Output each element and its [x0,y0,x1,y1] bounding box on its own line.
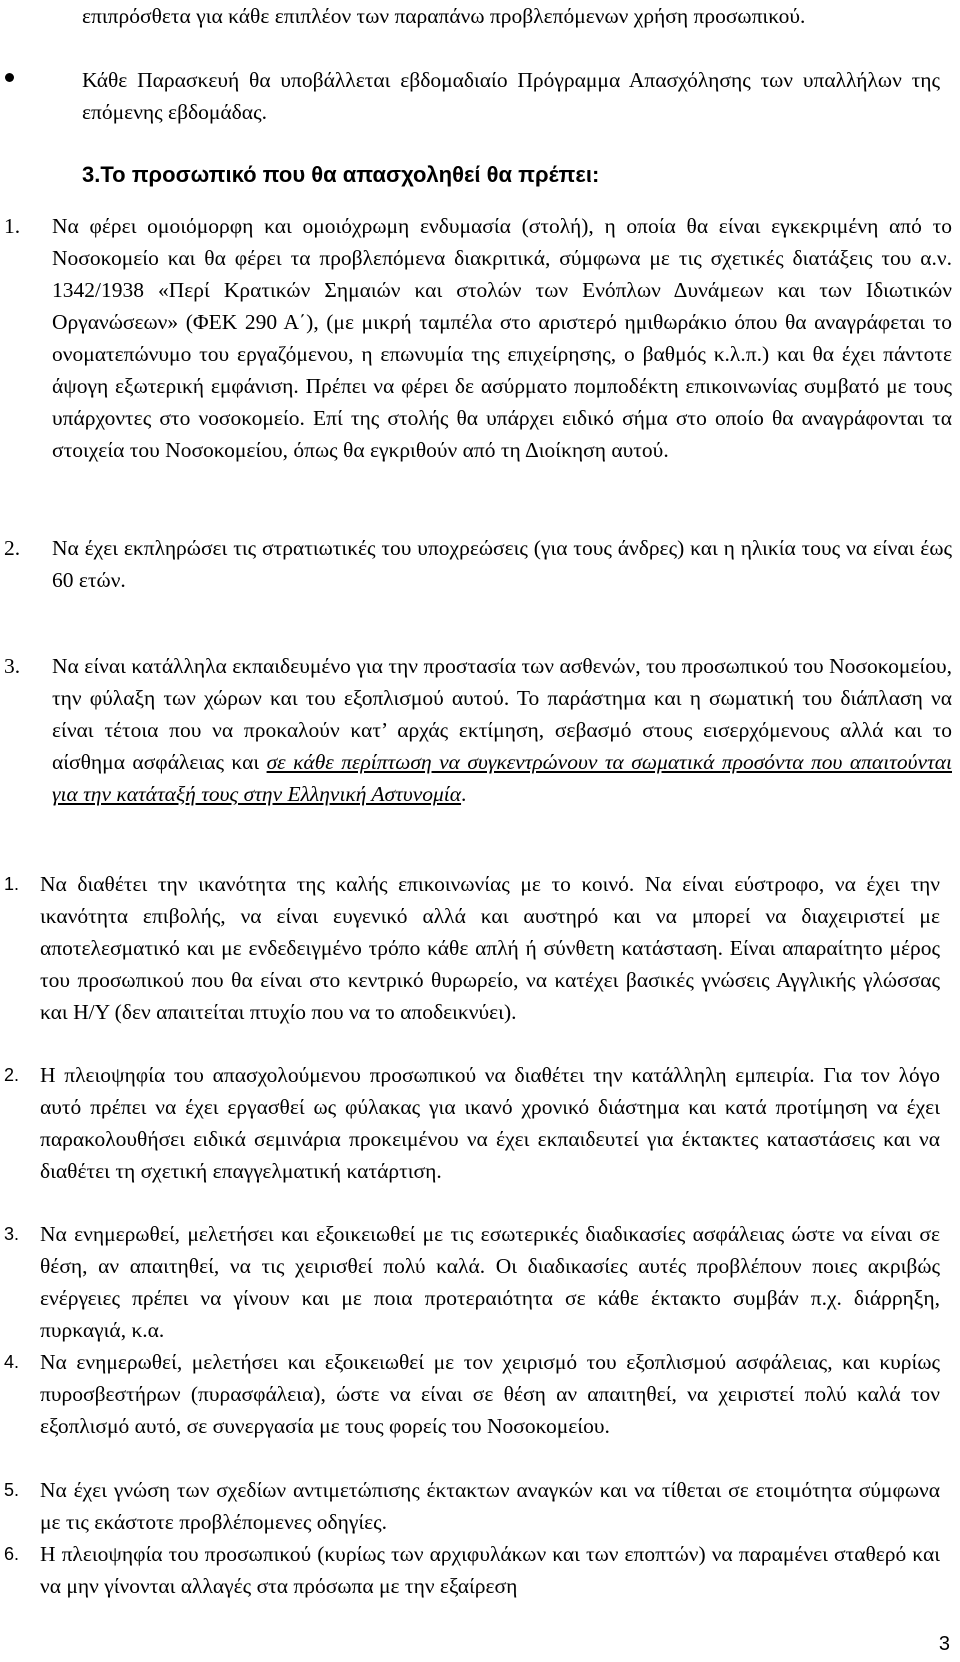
training-text: Να είναι κατάλληλα εκπαιδευμένο για την προστασία των ασθενών, του προσωπικού του Νοσοκομείου, την φύλαξη των χώρων και του εξοπλισμού αυτού. Το παράστημα και η σωματική του διάπλαση να είναι τέτοια που να προκαλούν κατ’ αρχάς εκτίμηση, σεβασμό στους εισερχόμενους αλλά και το αίσθημα ασφάλειας και [52,654,952,774]
list-item-communication: Να διαθέτει την ικανότητα της καλής επικοινωνίας με το κοινό. Να είναι εύστροφο, να έχει την ικανότητα επιβολής, να είναι ευγενικό αλλά και αυστηρό και να μπορεί να διαχειριστεί με αποτελεσματικό και με ενδεδειγμένο τρόπο κάθε απλή ή σύνθετη κατάσταση. Είναι απαραίτητο μέρος του προσωπικού που θα είναι στο κεντρικό θυρωρείο, να κατέχει βασικές γνώσεις Αγγλικής γλώσσας και Η/Υ (δεν απαιτείται πτυχίο που να το αποδεικνύει). [40,872,940,1024]
list-item-training [52,650,952,810]
list-item-number: 2. [4,536,21,560]
list-item-uniform: Να φέρει ομοιόμορφη και ομοιόχρωμη ενδυμασία (στολή), η οποία θα είναι εγκεκριμένη από το Νοσοκομείο και θα φέρει τα προβλεπόμενα διακριτικά, σύμφωνα με τις σχετικές διατάξεις του α.ν. 1342/1938 «Περί Κρατικών Σημαιών και στολών των Ενόπλων Δυνάμεων και των Ιδιωτικών Οργανώσεων» (ΦΕΚ 290 Α΄), (με μικρή ταμπέλα στο αριστερό ημιθωράκιο όπου θα αναγράφεται το ονοματεπώνυμο του εργαζόμενου, η επωνυμία της επιχείρησης, ο βαθμός κ.λ.π.) και θα έχει πάντοτε άψογη εξωτερική εμφάνιση. Πρέπει να φέρει δε ασύρματο πομποδέκτη επικοινωνίας συμβατό με τους υπάρχοντες στο νοσοκομείο. Επί της στολής θα υπάρχει ειδικό σήμα στο οποίο θα αναγράφονται τα στοιχεία του Νοσοκομείου, όπως θα εγκριθούν από τη Διοίκηση αυτού. [52,214,952,462]
list-item-number: 1. [4,214,21,238]
list-item-number: 2. [4,1065,20,1085]
list-item-military: Να έχει εκπληρώσει τις στρατιωτικές του υποχρεώσεις (για τους άνδρες) και η ηλικία τους να είναι έως 60 ετών. [52,536,952,592]
list-item-experience: Η πλειοψηφία του απασχολούμενου προσωπικού να διαθέτει την κατάλληλη εμπειρία. Για τον λόγο αυτό πρέπει να έχει εργασθεί ως φύλακας για ικανό χρονικό διάστημα και κατά προτίμηση να έχει παρακολουθήσει ειδικά σεμινάρια προκειμένου να έχει εκπαιδευτεί για έκτακτες καταστάσεις και να διαθέτει τη σχετική επαγγελματική κατάρτιση. [40,1063,940,1183]
list-item-procedures: Να ενημερωθεί, μελετήσει και εξοικειωθεί με τις εσωτερικές διαδικασίες ασφάλειας ώστε να είναι σε θέση, αν απαιτηθεί, να τις χειρισθεί πολύ καλά. Οι διαδικασίες αυτές προβλέπουν ποιες ακριβώς ενέργειες πρέπει να γίνουν και με ποια προτεραιότητα σε κάθε έκτακτο συμβάν π.χ. διάρρηξη, πυρκαγιά, κ.α. [40,1222,940,1342]
list-item-number: 5. [4,1480,20,1500]
intro-continuation-text: επιπρόσθετα για κάθε επιπλέον των παραπάνω προβλεπόμενων χρήση προσωπικού. [82,4,806,28]
weekly-schedule-bullet: Κάθε Παρασκευή θα υποβάλλεται εβδομαδιαίο Πρόγραμμα Απασχόλησης των υπαλλήλων της επόμενης εβδομάδας. [82,68,940,124]
list-item-fire-equipment: Να ενημερωθεί, μελετήσει και εξοικειωθεί με τον χειρισμό του εξοπλισμού ασφάλειας, και κυρίως πυροσβεστήρων (πυρασφάλεια), ώστε να είναι σε θέση αν απαιτηθεί, να χειριστεί πολύ καλά τον εξοπλισμό αυτό, σε συνεργασία με τους φορείς του Νοσοκομείου. [40,1350,940,1438]
list-item-number: 3. [4,654,21,678]
training-text-end: . [461,782,467,806]
list-item-number: 4. [4,1352,20,1372]
emphasized-requirement: σε κάθε περίπτωση να συγκεντρώνουν τα σωματικά προσόντα που απαιτούνται για την κατάταξή τους στην Ελληνική Αστυνομία [52,750,952,806]
bullet-icon [5,73,14,82]
section-heading: 3.Το προσωπικό που θα απασχοληθεί θα πρέπει: [82,162,600,187]
list-item-number: 1. [4,874,20,894]
page-number: 3 [938,1633,950,1655]
list-item-stable-staff: Η πλειοψηφία του προσωπικού (κυρίως των αρχιφυλάκων και των εποπτών) να παραμένει σταθερό και να μην γίνονται αλλαγές στα πρόσωπα με την εξαίρεση [40,1542,940,1598]
list-item-number: 3. [4,1224,20,1244]
list-item-emergency-plans: Να έχει γνώση των σχεδίων αντιμετώπισης έκτακτων αναγκών και να τίθεται σε ετοιμότητα σύμφωνα με τις εκάστοτε προβλέπομενες οδηγίες. [40,1478,940,1534]
list-item-number: 6. [4,1544,20,1564]
